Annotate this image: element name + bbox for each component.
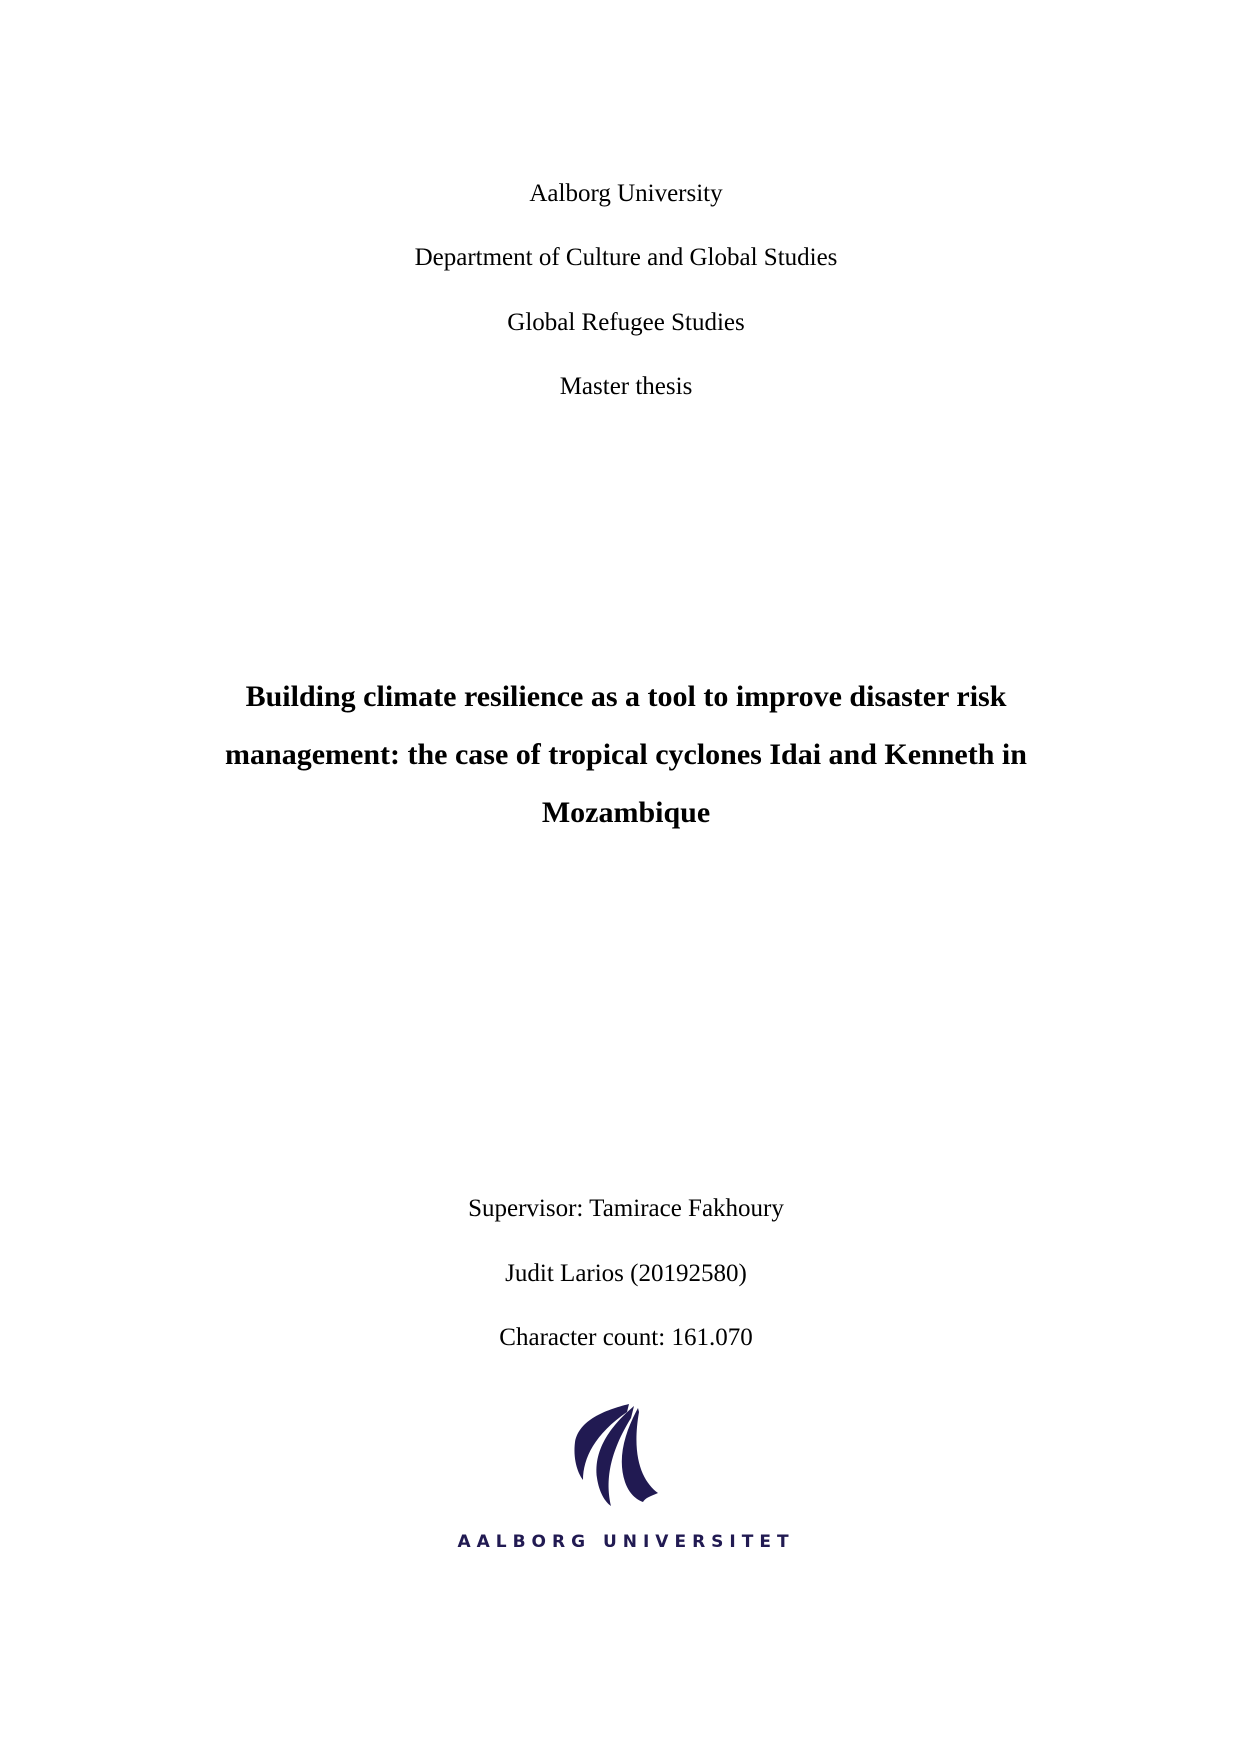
programme-name: Global Refugee Studies xyxy=(507,309,745,336)
aalborg-university-logo-icon xyxy=(565,1398,675,1508)
logo-wordmark: AALBORG UNIVERSITET xyxy=(457,1532,795,1552)
university-name: Aalborg University xyxy=(529,180,723,207)
supervisor: Supervisor: Tamirace Fakhoury xyxy=(468,1195,784,1222)
department-name: Department of Culture and Global Studies xyxy=(414,244,838,271)
character-count: Character count: 161.070 xyxy=(499,1324,753,1351)
author: Judit Larios (20192580) xyxy=(505,1260,747,1287)
thesis-title: Building climate resilience as a tool to improve disaster risk management: the case of tropical cyclones Idai and Kenneth in Mozambique xyxy=(225,680,1027,829)
document-type: Master thesis xyxy=(559,373,693,400)
